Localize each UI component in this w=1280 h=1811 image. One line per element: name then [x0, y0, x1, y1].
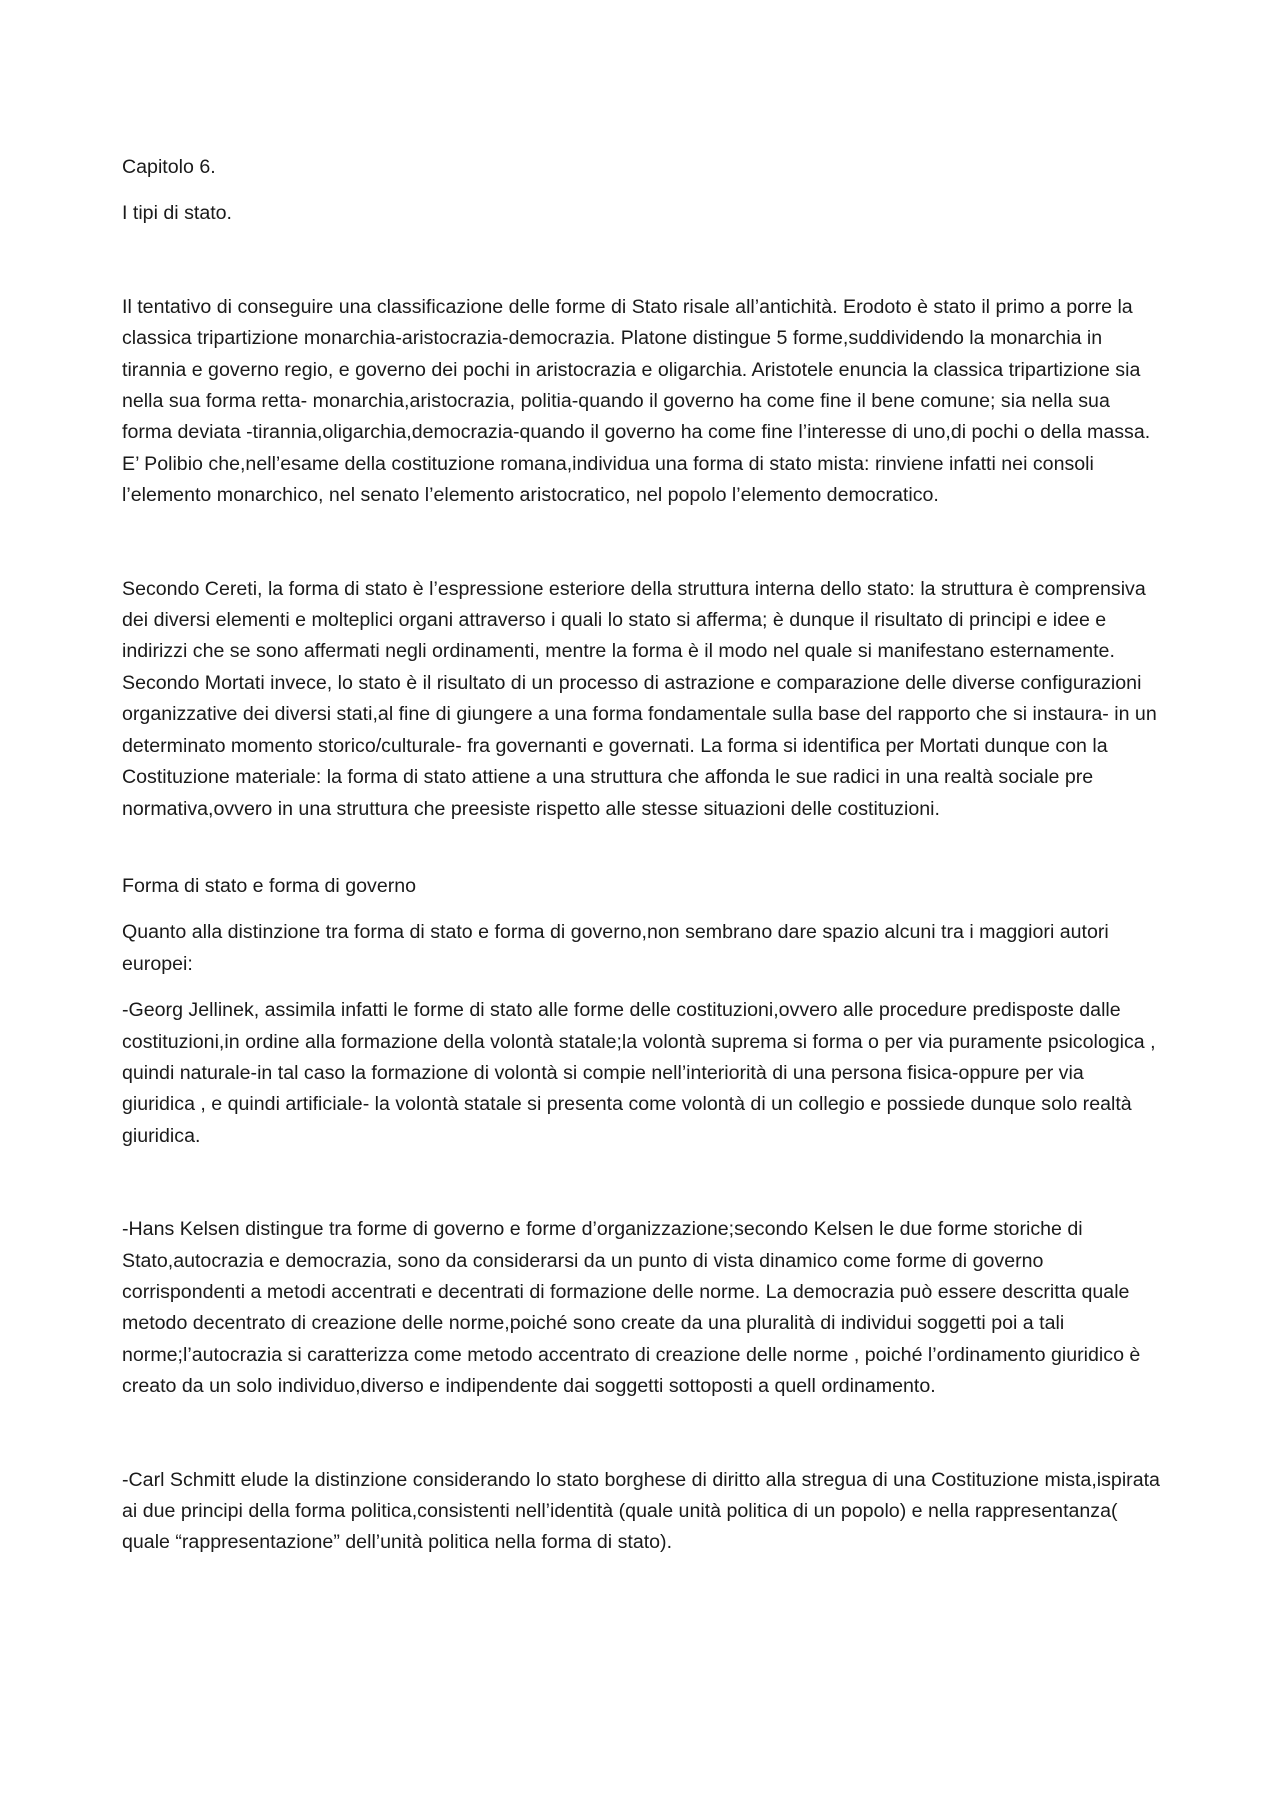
paragraph-cereti-mortati: Secondo Cereti, la forma di stato è l’espressione esteriore della struttura interna dello stato: la struttura è comprensiva dei diversi elementi e molteplici organi attraverso i quali lo stato si afferma; è dunque il risultato di principi e idee e indirizzi che se sono affermati negli ordinamenti, mentre la forma è il modo nel quale si manifestano esternamente. Secondo Mortati invece, lo stato è il risultato di un processo di astrazione e comparazione delle diverse configurazioni organizzative dei diversi stati,al fine di giungere a una forma fondamentale sulla base del rapporto che si instaura- in un determinato momento storico/culturale- fra governanti e governati. La forma si identifica per Mortati dunque con la Costituzione materiale: la forma di stato attiene a una struttura che affonda le sue radici in una realtà sociale pre normativa,ovvero in una struttura che preesiste rispetto alle stesse situazioni delle costituzioni. — [122, 577, 1157, 820]
paragraph-distinction-intro: Quanto alla distinzione tra forma di stato e forma di governo,non sembrano dare spazio alcuni tra i maggiori autori europei: — [122, 921, 1109, 975]
paragraph-schmitt: -Carl Schmitt elude la distinzione considerando lo stato borghese di diritto alla stregua di una Costituzione mista,ispirata ai due principi della forma politica,consistenti nell’identità (quale unità politica di un popolo) e nella rappresentanza( quale “rappresentazione” dell’unità politica nella forma di stato). — [122, 1468, 1160, 1554]
paragraph-classification-history: Il tentativo di conseguire una classificazione delle forme di Stato risale all’antichità. Erodoto è stato il primo a porre la classica tripartizione monarchia-aristocrazia-democrazia. Platone distingue 5 forme,suddividendo la monarchia in tirannia e governo regio, e governo dei pochi in aristocrazia e oligarchia. Aristotele enuncia la classica tripartizione sia nella sua forma retta- monarchia,aristocrazia, politia-quando il governo ha come fine il bene comune; sia nella sua forma deviata -tirannia,oligarchia,democrazia-quando il governo ha come fine l’interesse di uno,di pochi o della massa. E’ Polibio che,nell’esame della costituzione romana,individua una forma di stato mista: rinviene infatti nei consoli l’elemento monarchico, nel senato l’elemento aristocratico, nel popolo l’elemento democratico. — [122, 295, 1151, 507]
paragraph-jellinek: -Georg Jellinek, assimila infatti le forme di stato alle forme delle costituzioni,ovvero alle procedure predisposte dalle costituzioni,in ordine alla formazione della volontà statale;la volontà suprema si forma o per via puramente psicologica , quindi naturale-in tal caso la formazione di volontà si compie nell’interiorità di una persona fisica-oppure per via giuridica , e quindi artificiale- la volontà statale si presenta come volontà di un collegio e possiede dunque solo realtà giuridica. — [122, 999, 1156, 1147]
document-body — [122, 152, 1162, 1559]
section-heading: Forma di stato e forma di governo — [122, 874, 417, 897]
paragraph-kelsen: -Hans Kelsen distingue tra forme di governo e forme d’organizzazione;secondo Kelsen le due forme storiche di Stato,autocrazia e democrazia, sono da considerarsi da un punto di vista dinamico come forme di governo corrispondenti a metodi accentrati e decentrati di formazione delle norme. La democrazia può essere descritta quale metodo decentrato di creazione delle norme,poiché sono create da una pluralità di individui soggetti poi a tali norme;l’autocrazia si caratterizza come metodo accentrato di creazione delle norme , poiché l’ordinamento giuridico è creato da un solo individuo,diverso e indipendente dai soggetti sottoposti a quell ordinamento. — [122, 1218, 1141, 1398]
chapter-title: Capitolo 6. — [122, 156, 216, 178]
chapter-subtitle: I tipi di stato. — [122, 202, 232, 225]
